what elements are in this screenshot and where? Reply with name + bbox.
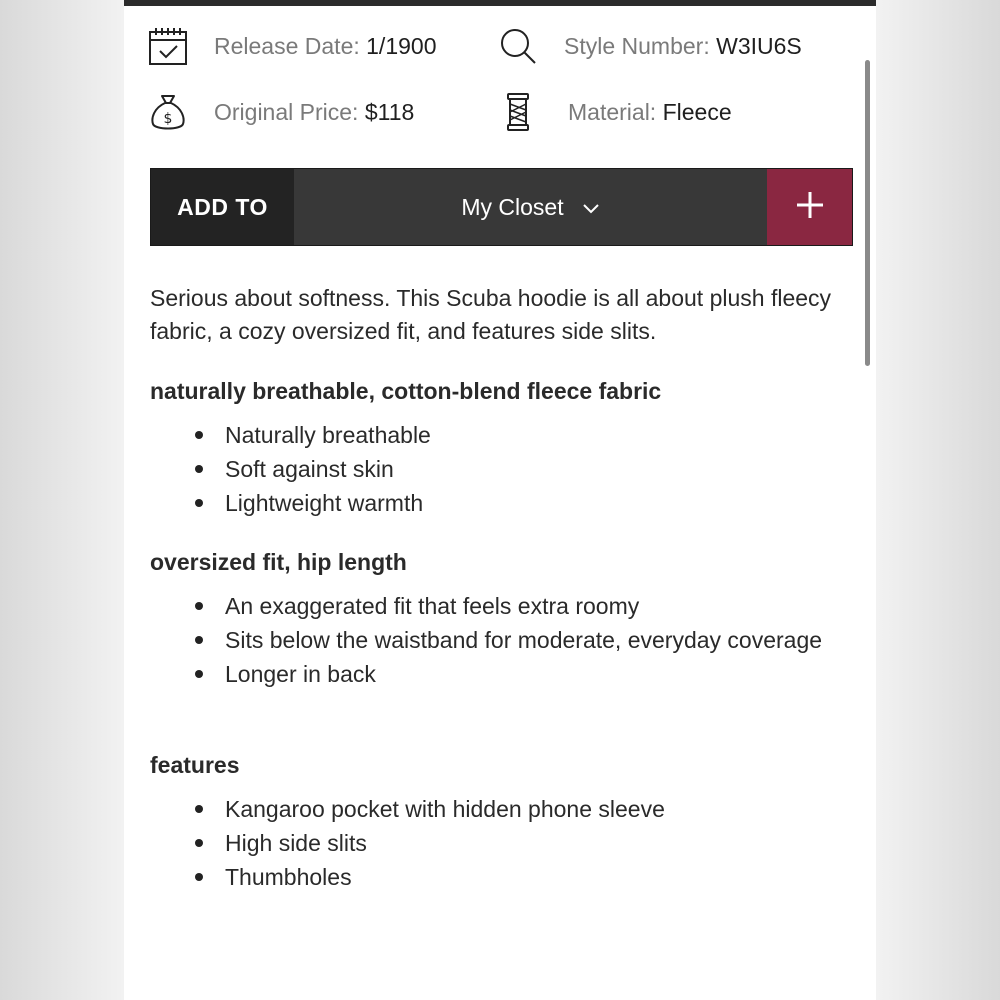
list-item: Thumbholes bbox=[225, 860, 845, 894]
scrollbar[interactable] bbox=[865, 60, 870, 366]
list-item: Longer in back bbox=[225, 657, 845, 691]
section-heading-fit: oversized fit, hip length bbox=[150, 549, 407, 575]
list-item: An exaggerated fit that feels extra roomy bbox=[225, 589, 845, 623]
release-date-row bbox=[148, 26, 437, 66]
section-heading-fabric: naturally breathable, cotton-blend fleece fabric bbox=[150, 378, 662, 404]
material-value: Fleece bbox=[662, 98, 732, 125]
original-price-value: $118 bbox=[364, 98, 415, 125]
fabric-bullet-list bbox=[150, 418, 845, 520]
thread-spool-icon bbox=[498, 92, 538, 132]
original-price-label: Original Price: bbox=[214, 98, 359, 125]
calendar-icon bbox=[148, 26, 188, 66]
search-icon bbox=[498, 26, 538, 66]
closet-dropdown-label: My Closet bbox=[461, 193, 564, 220]
list-item: Naturally breathable bbox=[225, 418, 845, 452]
section-heading-features: features bbox=[150, 752, 240, 778]
list-item: High side slits bbox=[225, 826, 845, 860]
material-row bbox=[498, 92, 732, 132]
list-item: Lightweight warmth bbox=[225, 486, 845, 520]
closet-dropdown[interactable] bbox=[294, 169, 767, 245]
list-item: Soft against skin bbox=[225, 452, 845, 486]
release-date-value: 1/1900 bbox=[366, 32, 437, 59]
add-to-closet-bar bbox=[150, 168, 853, 246]
list-item: Kangaroo pocket with hidden phone sleeve bbox=[225, 792, 845, 826]
fit-bullet-list bbox=[150, 589, 845, 691]
chevron-down-icon bbox=[582, 194, 600, 221]
release-date-label: Release Date: bbox=[214, 32, 360, 59]
style-number-value: W3IU6S bbox=[716, 32, 802, 59]
svg-text:$: $ bbox=[163, 111, 173, 127]
features-bullet-list bbox=[150, 792, 845, 894]
add-to-label: ADD TO bbox=[151, 169, 294, 245]
style-number-row bbox=[498, 26, 802, 66]
list-item: Sits below the waistband for moderate, everyday coverage bbox=[225, 623, 845, 657]
money-bag-icon bbox=[148, 92, 188, 132]
original-price-row bbox=[148, 92, 414, 132]
style-number-label: Style Number: bbox=[564, 32, 710, 59]
product-description: Serious about softness. This Scuba hoodie is all about plush fleecy fabric, a cozy oversized fit, and features side slits. bbox=[150, 285, 832, 344]
add-to-closet-button[interactable] bbox=[767, 169, 852, 245]
material-label: Material: bbox=[568, 98, 657, 125]
top-bar bbox=[124, 0, 876, 6]
plus-icon bbox=[795, 190, 825, 225]
product-details-panel bbox=[124, 0, 876, 1000]
